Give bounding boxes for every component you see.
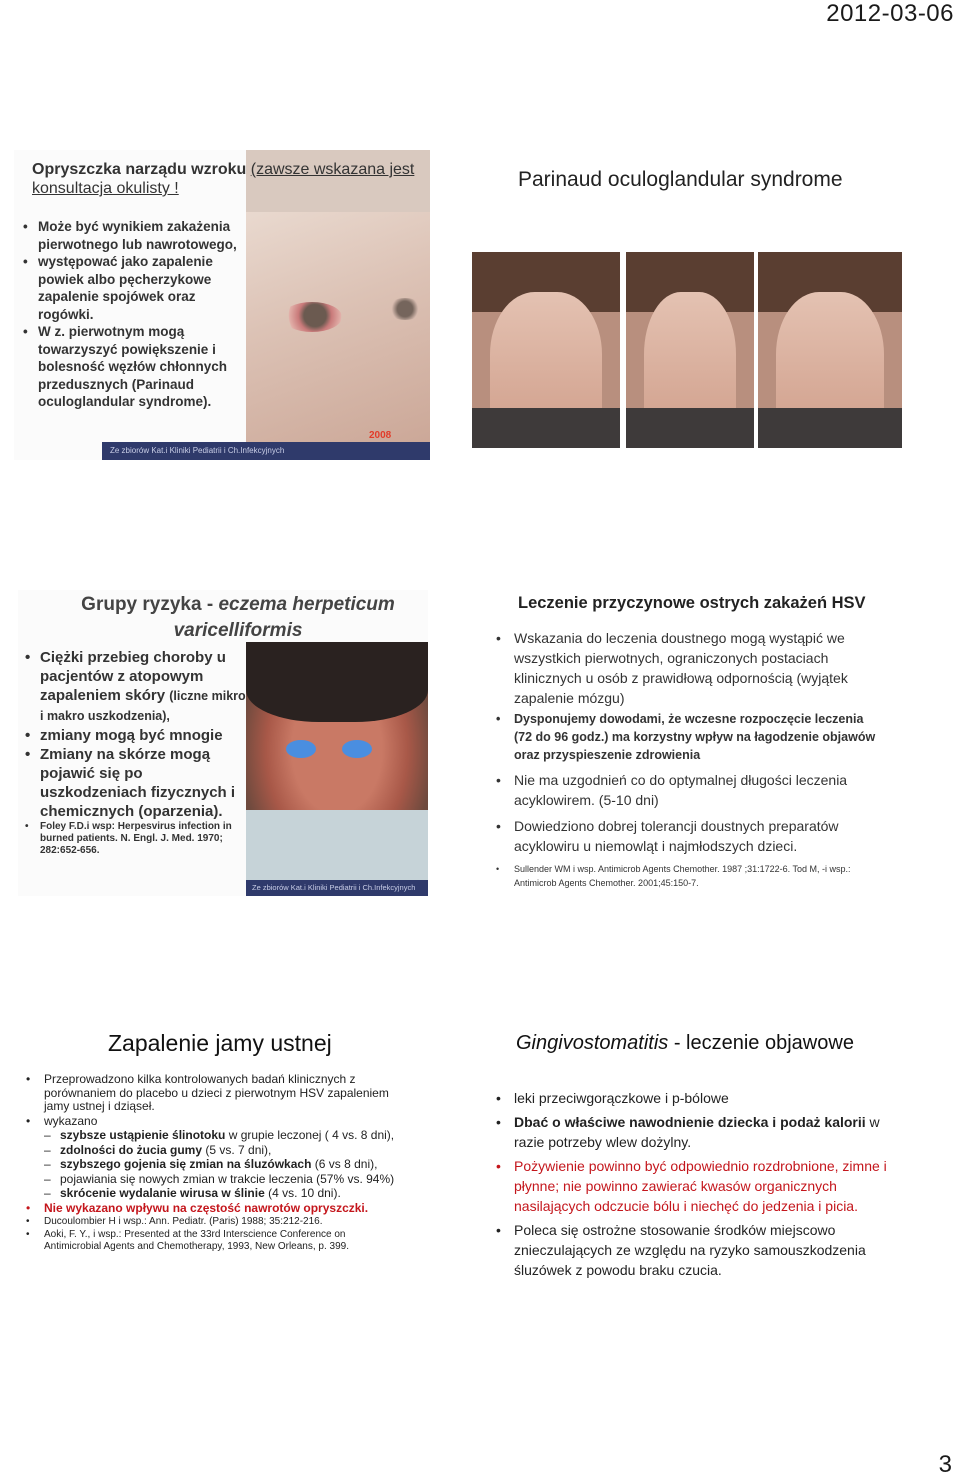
image-bullets — [22, 648, 248, 857]
reference-item: • Ducoulombier H i wsp.: Ann. Pediatr. (Paris) 1988; 35:212-216. — [26, 1216, 396, 1228]
image-bullet: • W z. pierwotnym mogą towarzyszyć powiększenie i bolesność węzłów chłonnych przedusznych (Parinaud oculoglandular syndrome). — [38, 323, 252, 411]
photo-clothing — [472, 408, 620, 448]
bullet-text: Ciężki przebieg choroby u pacjentów z atopowym zapaleniem skóry — [40, 649, 226, 704]
reference-item: • Sullender WM i wsp. Antimicrob Agents Chemother. 1987 ;31:1722-6. Tod M, -i wsp.: Antimicrob Agents Chemother. 2001;45:150-7. — [496, 862, 880, 890]
slide3-title: Zapalenie jamy ustnej — [108, 1030, 332, 1056]
image-bullets — [20, 218, 252, 411]
bullet-item: • wykazano — [26, 1115, 396, 1129]
image-bullet: • Może być wynikiem zakażenia pierwotnego lub nawrotowego, — [38, 218, 252, 253]
result-rest: w grupie leczonej ( 4 vs. 8 dni), — [225, 1128, 395, 1142]
bullet-rest: w razie potrzeby wlew dożylny. — [514, 1114, 880, 1150]
patient-photo-2 — [626, 252, 754, 448]
result-bold: szybszego gojenia się zmian na śluzówkach — [60, 1157, 312, 1171]
slide4-title-italic: Gingivostomatitis — [516, 1032, 669, 1054]
slide2-image — [18, 590, 428, 896]
result-item — [26, 1173, 396, 1187]
slide3-bullets — [26, 1072, 396, 1253]
bullet-item: • Nie ma uzgodnień co do optymalnej długości leczenia acyklowirem. (5-10 dni) — [496, 770, 880, 810]
bullet-item: • Dowiedziono dobrej tolerancji doustnych preparatów acyklowiru u niemowląt i najmłodszych dzieci. — [496, 816, 880, 856]
result-item — [26, 1187, 396, 1201]
image-heading — [68, 592, 408, 644]
photo-clothing — [626, 408, 754, 448]
image-reference: • Foley F.D.i wsp: Herpesvirus infection in burned patients. N. Engl. J. Med. 1970; 282:652-656. — [40, 821, 248, 857]
slide2-title: Leczenie przyczynowe ostrych zakażeń HSV — [518, 594, 866, 612]
image-heading-main: Grupy ryzyka - — [81, 594, 219, 615]
bullet-item: • leki przeciwgorączkowe i p-bólowe — [496, 1088, 896, 1108]
slide1-image — [14, 150, 430, 460]
result-rest: (6 vs 8 dni), — [311, 1157, 378, 1171]
result-bold: szybsze ustąpienie ślinotoku — [60, 1128, 226, 1142]
image-credit-bar — [246, 880, 428, 896]
result-item — [26, 1158, 396, 1172]
eye-mask — [286, 740, 316, 758]
child-eczema-photo — [246, 642, 428, 880]
bullet-item-red: • Pożywienie powinno być odpowiednio rozdrobnione, zimne i płynne; nie powinno zawierać kwasów organicznych nasilających odczucie bólu i niechęć do jedzenia i picia. — [496, 1156, 896, 1216]
slide4-bullets — [496, 1084, 896, 1280]
bullet-item: • Dysponujemy dowodami, że wczesne rozpoczęcie leczenia (72 do 96 godz.) ma korzystny wpływ na łagodzenie objawów oraz przyspieszenie zdrowienia — [496, 710, 880, 764]
bullet-bold: Dbać o właściwe nawodnienie dziecka i podaż kalorii — [514, 1114, 866, 1130]
image-heading-note: (zawsze wskazana jest konsultacja okulisty ! — [32, 161, 415, 197]
slide1-title: Parinaud oculoglandular syndrome — [518, 168, 843, 191]
child-face-photo — [246, 212, 430, 460]
image-heading-italic: eczema herpeticum varicelliformis — [173, 594, 395, 641]
image-bullet: • występować jako zapalenie powiek albo pęcherzykowe zapalenie spojówek oraz rogówki. — [38, 253, 252, 323]
result-rest: (4 vs. 10 dni). — [264, 1186, 341, 1200]
image-bullet — [40, 648, 248, 726]
red-conclusion: Nie wykazano wpływu na częstość nawrotów opryszczki. — [44, 1200, 369, 1215]
image-bullet: • zmiany mogą być mnogie — [40, 726, 248, 745]
image-credit: Ze zbiorów Kat.i Kliniki Pediatrii i Ch.Infekcyjnych — [252, 883, 416, 892]
photo-hair — [246, 642, 428, 722]
photo-date-stamp: 2008 — [369, 430, 392, 441]
slide2-bullets — [496, 628, 880, 890]
result-bold: zdolności do żucia gumy — [60, 1142, 203, 1157]
result-rest: pojawiania się nowych zmian w trakcie leczenia (57% vs. 94%) — [60, 1171, 395, 1186]
slide4-title-rest: - leczenie objawowe — [668, 1032, 854, 1054]
eye-mask — [342, 740, 372, 758]
bullet-item — [496, 1112, 896, 1152]
bullet-note: (liczne mikro i makro uszkodzenia), — [40, 689, 246, 723]
photo-clothing — [246, 810, 428, 880]
page-date: 2012-03-06 — [826, 0, 954, 27]
result-bold: skrócenie wydalanie wirusa w ślinie — [60, 1186, 265, 1200]
bullet-item-red — [26, 1202, 396, 1216]
reference-item: • Aoki, F. Y., i wsp.: Presented at the 33rd Interscience Conference on Antimicrobial Agents and Chemotherapy, 1993, New Orleans, p. 399. — [26, 1229, 396, 1253]
patient-photo-3 — [758, 252, 902, 448]
bullet-item: • Przeprowadzono kilka kontrolowanych badań klinicznych z porównaniem do placebo u dzieci z pierwotnym HSV zapaleniem jamy ustnej i dziąseł. — [26, 1073, 396, 1114]
image-bullet: • Zmiany na skórze mogą pojawić się po uszkodzeniach fizycznych i chemicznych (oparzenia). — [40, 745, 248, 821]
image-credit-bar — [102, 442, 430, 460]
patient-photo-1 — [472, 252, 620, 448]
infected-eye — [282, 302, 342, 332]
eye — [386, 298, 424, 320]
bullet-item: • Wskazania do leczenia doustnego mogą wystąpić we wszystkich pierwotnych, ograniczonych postaciach klinicznych u osób z prawidłową odpornością (wyjątek zapalenie mózgu) — [496, 628, 880, 708]
image-credit: Ze zbiorów Kat.i Kliniki Pediatrii i Ch.Infekcyjnych — [110, 446, 285, 455]
page-number: 3 — [938, 1451, 952, 1478]
image-heading-main: Opryszczka narządu wzroku — [32, 161, 251, 178]
result-rest: (5 vs. 7 dni), — [202, 1142, 272, 1157]
result-item — [26, 1129, 396, 1143]
photo-clothing — [758, 408, 902, 448]
bullet-item: • Poleca się ostrożne stosowanie środków miejscowo znieczulających ze względu na ryzyko samouszkodzenia śluzówek z powodu braku czucia. — [496, 1220, 896, 1280]
slide4-title — [516, 1032, 854, 1055]
result-item — [26, 1144, 396, 1158]
image-heading — [32, 160, 422, 198]
